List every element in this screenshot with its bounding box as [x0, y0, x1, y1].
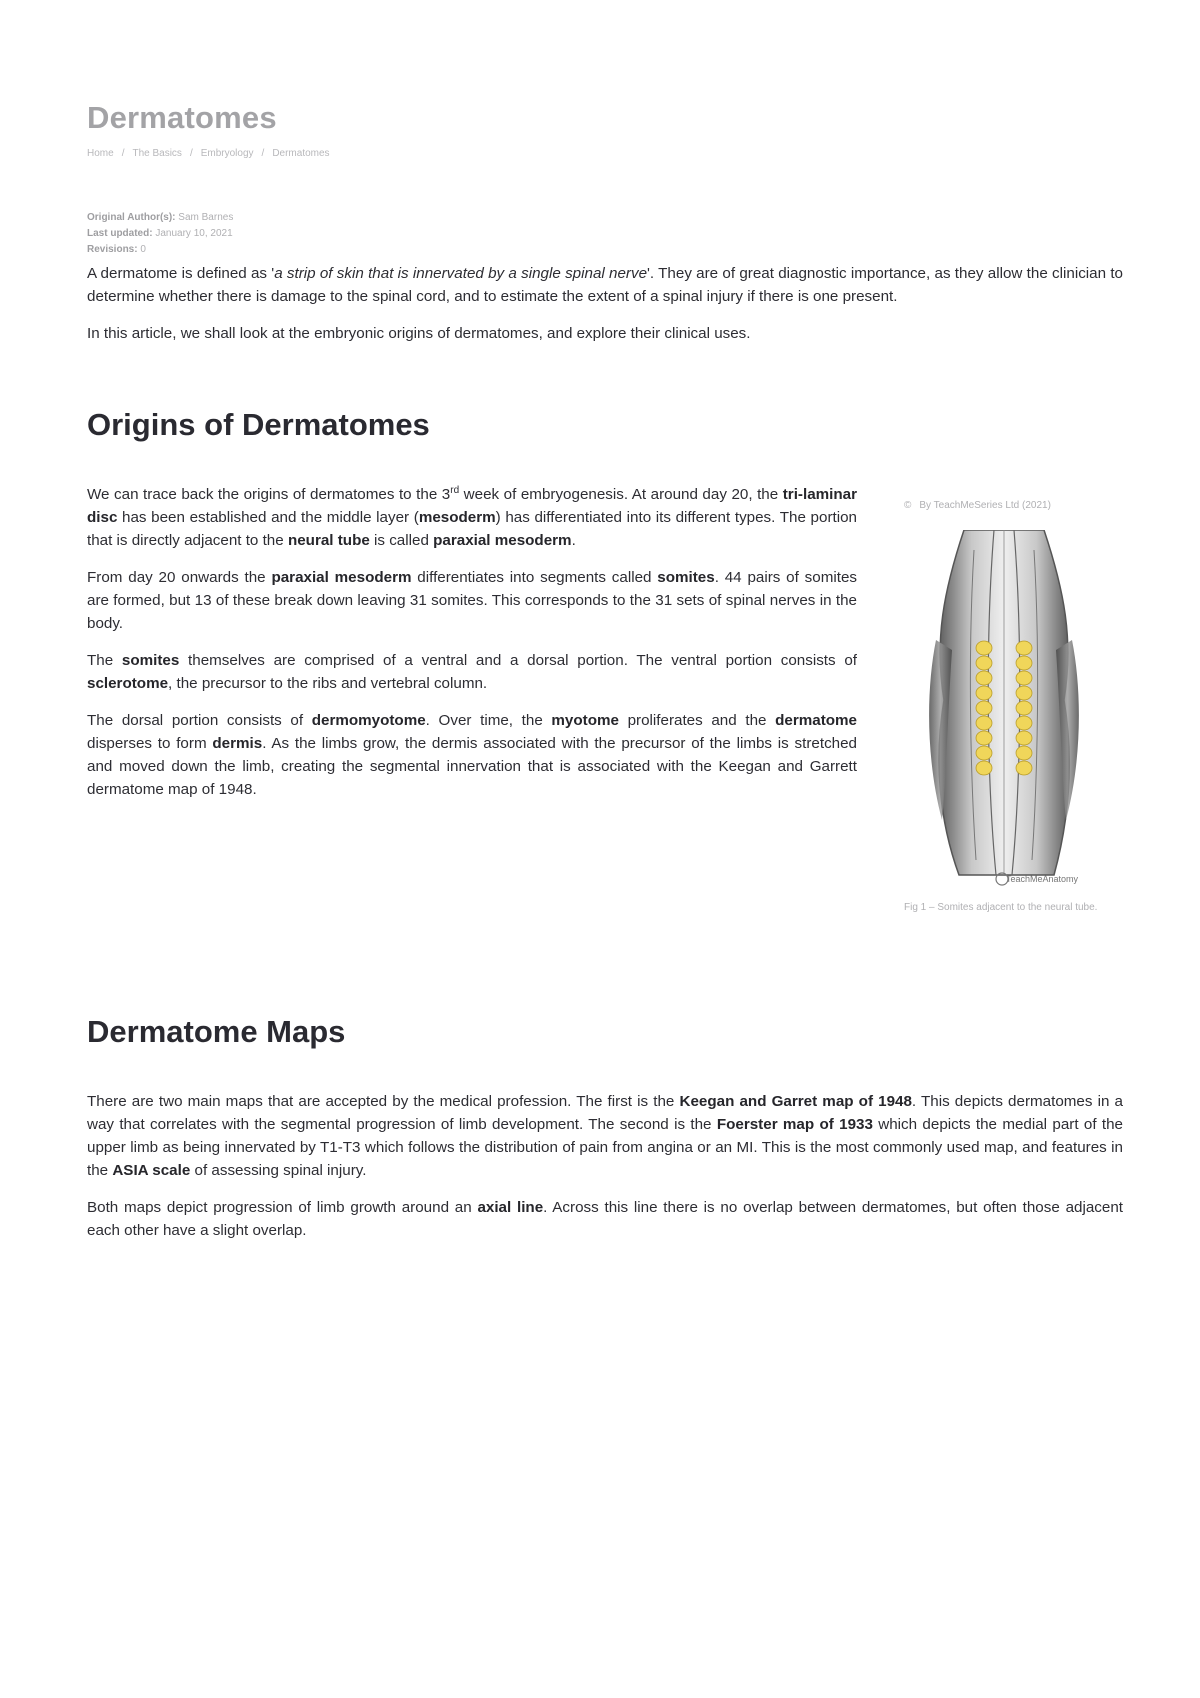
breadcrumb-separator: / [189, 148, 193, 159]
section-heading-origins: Origins of Dermatomes [87, 407, 430, 442]
text-run: . As the limbs grow, the dermis associated with the precursor of the limbs is stretched and moved down the limb, creating the segmental innervation that is associated with the Keegan and Garrett dermatome map of 1948. [87, 735, 857, 798]
meta-revisions-value: 0 [140, 244, 146, 255]
text-run: The dorsal portion consists of [87, 712, 312, 729]
text-run: week of embryogenesis. At around day 20, the [459, 486, 783, 503]
intro-section [87, 262, 1123, 345]
bold-term: mesoderm [418, 509, 496, 526]
intro-paragraph [87, 262, 1123, 308]
text-run: . This depicts dermatomes in a way that correlates with the segmental progression of limb development. The second is the [87, 1093, 1123, 1133]
meta-revisions [87, 242, 233, 258]
somite [976, 701, 992, 715]
figure-watermark: TeachMeAnatomy [1005, 874, 1079, 884]
meta-updated-value: January 10, 2021 [155, 228, 233, 239]
text-run: . [571, 532, 576, 549]
bold-term: somites [657, 569, 715, 586]
text-run: ) has differentiated into its different types. The portion that is directly adjacent to the [87, 509, 857, 549]
figure-somites [904, 500, 1114, 913]
bold-term: axial line [477, 1199, 544, 1216]
text-run: From day 20 onwards the [87, 569, 272, 586]
page-title: Dermatomes [87, 100, 277, 135]
somite [1016, 731, 1032, 745]
somite [1016, 656, 1032, 670]
text-run: . Over time, the [425, 712, 552, 729]
figure-copyright [904, 500, 1114, 511]
section-heading-maps: Dermatome Maps [87, 1014, 346, 1049]
somite [976, 761, 992, 775]
breadcrumb-embryology[interactable]: Embryology [200, 148, 254, 159]
somite [976, 686, 992, 700]
text-run: There are two main maps that are accepted by the medical profession. The first is the [87, 1093, 680, 1110]
breadcrumb-the-basics[interactable]: The Basics [132, 148, 182, 159]
somite [1016, 701, 1032, 715]
text-run: A dermatome is defined as ' [87, 265, 275, 282]
meta-author-label: Original Author(s): [87, 212, 176, 223]
superscript: rd [450, 484, 460, 496]
copyright-icon: © [904, 500, 912, 511]
text-run: is called [369, 532, 434, 549]
bold-term: myotome [551, 712, 619, 729]
text-run: themselves are comprised of a ventral and a dorsal portion. The ventral portion consists of [179, 652, 857, 669]
text-run: , the precursor to the ribs and vertebral column. [168, 675, 488, 692]
breadcrumb-separator: / [261, 148, 265, 159]
somite [1016, 686, 1032, 700]
origins-paragraph [87, 709, 857, 801]
origins-paragraph [87, 566, 857, 635]
somite [1016, 761, 1032, 775]
meta-updated-label: Last updated: [87, 228, 153, 239]
somite [976, 716, 992, 730]
meta-author-value: Sam Barnes [178, 212, 234, 223]
copyright-text: By TeachMeSeries Ltd (2021) [919, 500, 1051, 511]
somite [1016, 641, 1032, 655]
origins-paragraph [87, 483, 857, 552]
article-meta [87, 210, 233, 258]
text-run: differentiates into segments called [411, 569, 658, 586]
maps-paragraph [87, 1090, 1123, 1182]
origins-section [87, 483, 857, 801]
somite [976, 656, 992, 670]
breadcrumb-home[interactable]: Home [87, 148, 114, 159]
embryo-neural-tube-illustration[interactable] [924, 530, 1084, 890]
meta-revisions-label: Revisions: [87, 244, 138, 255]
somite [976, 641, 992, 655]
breadcrumb-current: Dermatomes [272, 148, 330, 159]
bold-term: Foerster map of 1933 [716, 1116, 873, 1133]
maps-paragraph [87, 1196, 1123, 1242]
text-run: Both maps depict progression of limb growth around an [87, 1199, 478, 1216]
text-run: has been established and the middle layer ( [117, 509, 419, 526]
bold-term: tri-laminar disc [87, 486, 858, 526]
text-run: of assessing spinal injury. [190, 1162, 367, 1179]
bold-term: sclerotome [87, 675, 169, 692]
text-run: . 44 pairs of somites are formed, but 13 of these break down leaving 31 somites. This corresponds to the 31 sets of spinal nerves in the body. [87, 569, 857, 632]
text-run: proliferates and the [618, 712, 776, 729]
somite [976, 731, 992, 745]
somite [976, 671, 992, 685]
bold-term: Keegan and Garret map of 1948 [679, 1093, 912, 1110]
bold-term: dermis [212, 735, 263, 752]
somite [1016, 746, 1032, 760]
maps-section [87, 1090, 1123, 1242]
text-run: We can trace back the origins of dermatomes to the 3 [87, 486, 451, 503]
somite [1016, 671, 1032, 685]
bold-term: paraxial mesoderm [271, 569, 412, 586]
breadcrumb [87, 148, 330, 159]
somite [976, 746, 992, 760]
bold-term: ASIA scale [112, 1162, 191, 1179]
bold-term: dermomyotome [311, 712, 426, 729]
text-run: The [87, 652, 122, 669]
text-run: '. They are of great diagnostic importance, as they allow the clinician to determine whether there is damage to the spinal cord, and to estimate the extent of a spinal injury if there is one present. [87, 265, 1124, 305]
bold-term: neural tube [287, 532, 370, 549]
somite [1016, 716, 1032, 730]
intro-paragraph: In this article, we shall look at the embryonic origins of dermatomes, and explore their clinical uses. [87, 325, 751, 342]
bold-term: paraxial mesoderm [433, 532, 572, 549]
definition-quote: a strip of skin that is innervated by a single spinal nerve [274, 265, 648, 282]
text-run: which depicts the medial part of the upper limb as being innervated by T1-T3 which follows the distribution of pain from angina or an MI. This is the most commonly used map, and features in the [87, 1116, 1123, 1179]
origins-paragraph [87, 649, 857, 695]
text-run: disperses to form [87, 735, 213, 752]
text-run: . Across this line there is no overlap between dermatomes, but often those adjacent each other have a slight overlap. [87, 1199, 1123, 1239]
meta-updated [87, 226, 233, 242]
figure-caption: Fig 1 – Somites adjacent to the neural tube. [904, 902, 1098, 913]
breadcrumb-separator: / [121, 148, 125, 159]
meta-author [87, 210, 233, 226]
bold-term: somites [121, 652, 180, 669]
bold-term: dermatome [775, 712, 857, 729]
